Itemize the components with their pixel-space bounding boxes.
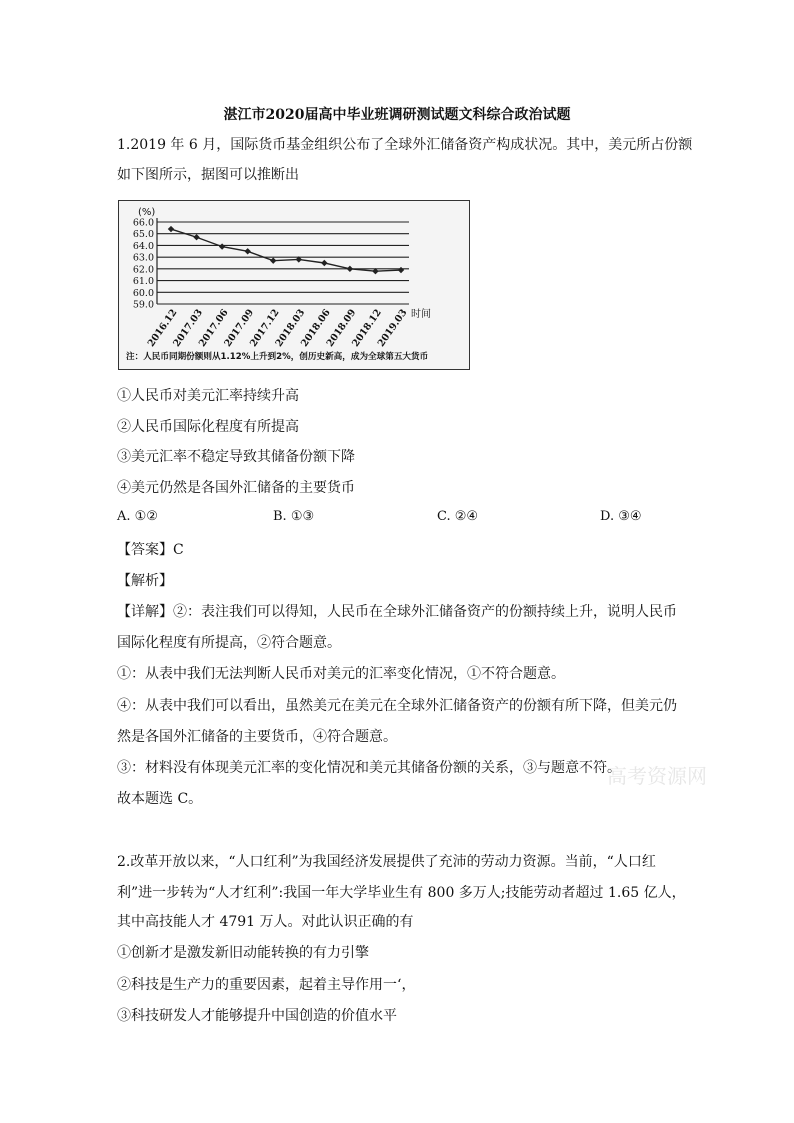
q1-analysis-label: 【解析】 bbox=[117, 573, 173, 589]
option-b: B. ①③ bbox=[273, 509, 315, 524]
data-point bbox=[321, 260, 327, 266]
q1-item-3: ③美元汇率不稳定导致其储备份额下降 bbox=[117, 449, 355, 465]
x-tick-label: 2018.03 bbox=[273, 307, 308, 349]
option-a: A. ①② bbox=[117, 509, 158, 524]
x-tick-label: 2016.12 bbox=[145, 307, 180, 349]
y-tick-label: 61.0 bbox=[132, 276, 154, 288]
q1-item-4: ④美元仍然是各国外汇储备的主要货币 bbox=[117, 480, 355, 496]
usd-share-chart bbox=[118, 200, 470, 370]
q1-stem-line-1: 1.2019 年 6 月，国际货币基金组织公布了全球外汇储备资产构成状况。其中，美元所占份额 bbox=[117, 137, 693, 153]
gridlines bbox=[157, 222, 409, 304]
q1-explanation-2: 国际化程度有所提高，②符合题意。 bbox=[117, 635, 341, 651]
y-tick-label: 60.0 bbox=[132, 287, 154, 299]
x-tick-label: 2017.12 bbox=[248, 307, 282, 349]
series-line bbox=[168, 226, 404, 275]
q1-options bbox=[117, 509, 677, 527]
data-point bbox=[244, 248, 250, 254]
x-axis-label: 时间 bbox=[411, 309, 431, 320]
page-title: 湛江市2020届高中毕业班调研测试题文科综合政治试题 bbox=[223, 107, 571, 123]
data-point bbox=[347, 266, 353, 272]
y-tick-label: 66.0 bbox=[132, 217, 154, 229]
x-tick-label: 2017.09 bbox=[222, 307, 257, 349]
q1-explanation-3: ①：从表中我们无法判断人民币对美元的汇率变化情况，①不符合题意。 bbox=[117, 666, 565, 682]
x-tick-label: 2017.03 bbox=[171, 307, 206, 349]
data-point bbox=[398, 267, 404, 273]
data-point bbox=[168, 226, 174, 232]
y-axis-label: (%) bbox=[138, 207, 156, 218]
x-tick-label: 2018.09 bbox=[324, 307, 359, 349]
line-chart-svg bbox=[119, 201, 469, 369]
q1-answer: 【答案】C bbox=[117, 542, 184, 558]
data-point bbox=[270, 257, 276, 263]
q2-stem-line-1: 2.改革开放以来，“人口红利”为我国经济发展提供了充沛的劳动力资源。当前，“人口红 bbox=[117, 854, 656, 870]
q1-item-1: ①人民币对美元汇率持续升高 bbox=[117, 388, 299, 404]
y-tick-label: 59.0 bbox=[132, 299, 154, 311]
q1-explanation-1: 【详解】②：表注我们可以得知，人民币在全球外汇储备资产的份额持续上升，说明人民币 bbox=[117, 604, 677, 620]
q2-item-3: ③科技研发人才能够提升中国创造的价值水平 bbox=[117, 1008, 397, 1024]
q2-item-2: ②科技是生产力的重要因素，起着主导作用一‘， bbox=[117, 977, 416, 993]
q2-stem-line-3: 其中高技能人才 4791 万人。对此认识正确的有 bbox=[117, 914, 414, 930]
y-tick-label: 64.0 bbox=[132, 240, 154, 252]
q1-item-2: ②人民币国际化程度有所提高 bbox=[117, 419, 299, 435]
data-point bbox=[193, 234, 199, 240]
x-tick-label: 2019.03 bbox=[375, 307, 410, 349]
y-tick-label: 63.0 bbox=[132, 252, 154, 264]
chart-note: 注：人民币同期份额则从1.12%上升到2%，创历史新高，成为全球第五大货币 bbox=[126, 352, 429, 362]
q1-explanation-5: 然是各国外汇储备的主要货币，④符合题意。 bbox=[117, 729, 397, 745]
y-tick-label: 65.0 bbox=[132, 229, 154, 241]
data-point bbox=[219, 243, 225, 249]
x-tick-label: 2018.06 bbox=[299, 307, 333, 349]
watermark: 高考资源网 bbox=[607, 764, 707, 788]
q1-explanation-6: ③：材料没有体现美元汇率的变化情况和美元其储备份额的关系，③与题意不符。 bbox=[117, 760, 621, 776]
option-d: D. ③④ bbox=[600, 509, 642, 524]
q2-stem-line-2: 利”进一步转为“人才红利”:我国一年大学毕业生有 800 多万人;技能劳动者超过 1.65 亿人， bbox=[117, 885, 686, 901]
q1-explanation-7: 故本题选 C。 bbox=[117, 791, 203, 807]
x-tick-label: 2018.12 bbox=[350, 307, 384, 349]
q2-item-1: ①创新才是激发新旧动能转换的有力引擎 bbox=[117, 945, 369, 961]
x-tick-label: 2017.06 bbox=[196, 307, 231, 349]
q1-stem-line-2: 如下图所示，据图可以推断出 bbox=[117, 167, 299, 183]
q1-explanation-4: ④：从表中我们可以看出，虽然美元在美元在全球外汇储备资产的份额有所下降，但美元仍 bbox=[117, 698, 677, 714]
series-polyline bbox=[171, 229, 401, 271]
y-tick-label: 62.0 bbox=[132, 264, 154, 276]
option-c: C. ②④ bbox=[437, 509, 479, 524]
